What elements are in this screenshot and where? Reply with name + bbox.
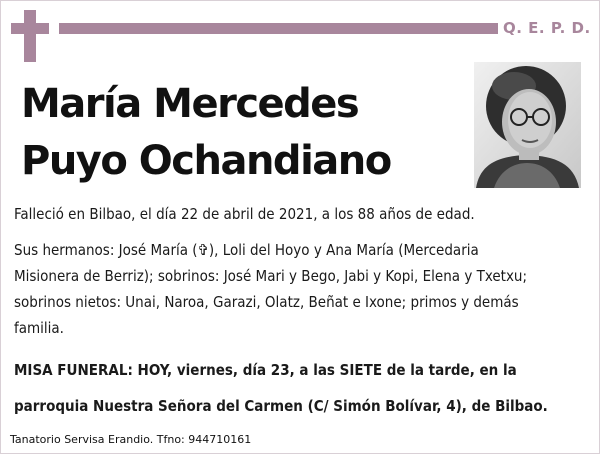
funeral-mass-paragraph [14,352,584,424]
portrait-photo [474,62,581,188]
cross-icon-vertical [24,10,36,62]
qepd-label: Q. E. P. D. [503,19,591,37]
death-notice-line: Falleció en Bilbao, el día 22 de abril de 2021, a los 88 años de edad. [14,205,475,223]
family-paragraph [14,237,584,341]
family-line: familia. [14,319,64,337]
family-line: sobrinos nietos: Unai, Naroa, Garazi, Olatz, Beñat e Ixone; primos y demás [14,293,519,311]
family-line: Misionera de Berriz); sobrinos: José Mari y Bego, Jabi y Kopi, Elena y Txetxu; [14,267,528,285]
deceased-name-line2: Puyo Ochandiano [21,138,391,184]
family-line: Sus hermanos: José María (✞), Loli del Hoyo y Ana María (Mercedaria [14,241,479,259]
funeral-mass-line: parroquia Nuestra Señora del Carmen (C/ Simón Bolívar, 4), de Bilbao. [14,397,548,415]
portrait-image [474,62,581,188]
funeral-mass-line: MISA FUNERAL: HOY, viernes, día 23, a las SIETE de la tarde, en la [14,361,517,379]
funeral-home-footer: Tanatorio Servisa Erandio. Tfno: 944710161 [10,433,252,446]
header-band [59,23,498,34]
cross-icon [11,23,49,34]
deceased-name-line1: María Mercedes [21,81,359,127]
